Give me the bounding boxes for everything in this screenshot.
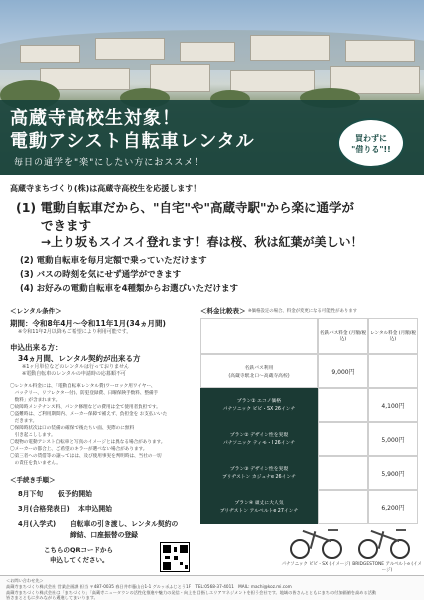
row-1-bus: [318, 388, 368, 422]
footer-company-desc-2: 皆さまとともに歩みながら邁進してまいります。: [6, 595, 98, 600]
footer-line-1: ＜お問い合わせ先＞: [6, 578, 44, 583]
price-table: [200, 315, 418, 525]
condition-line: 〇現物の電動アシスト自転車と写真のイメージとは異なる場合があります。: [10, 440, 166, 445]
subtitle: 毎日の通学を"楽"にしたい方におススメ！: [14, 158, 205, 168]
point-1-line-2: できます: [41, 218, 92, 233]
bike-caption-left: パナソニック ビビ・SX (イメージ): [281, 562, 351, 567]
table-row: [200, 422, 418, 456]
step-2-what: 本申込開始: [78, 505, 112, 513]
table-row: [200, 490, 418, 524]
row-0-label-1: 名鉄バス利用: [244, 366, 274, 371]
point-1-line-1: (1) 電動自転車だから、"自宅"や"高蔵寺駅"から楽に通学が: [16, 200, 355, 215]
condition-line: 〇保障時状次は口の装備の確保で後たちい面、実際のに無料: [10, 426, 135, 431]
bike-caption-right: BRIDGESTONE アルベルトe (イメージ): [352, 562, 422, 573]
row-0-label-2: (高蔵寺駅北口～高蔵寺高校): [228, 374, 290, 379]
col-header-bus: 名鉄バス料金 (月額/税込): [318, 318, 368, 354]
rental-period: 期間：令和8年4月～令和11年1月(34ヵ月間): [10, 319, 166, 328]
row-4-label-1: プラン④ 頑丈に大人気: [234, 501, 284, 506]
row-2-label-2: パナソニック ティモ・I 26インチ: [222, 441, 296, 446]
step-3-cont: 締結、口座振替の登録: [70, 531, 138, 539]
col-header-rental: レンタル料金 (月額/税込): [368, 318, 418, 354]
row-1-rent: 4,100円: [368, 388, 418, 422]
row-3-label-2: ブリヂストン カジュナe 26インチ: [222, 475, 296, 480]
step-3-what: 自転車の引き渡し、レンタル契約の: [70, 520, 179, 528]
condition-line: 〇レンタル料金には、「電動自転車レンタル費(ワーロック用ワイヤー、: [10, 384, 156, 389]
step-3-when: 4月(入学式): [18, 520, 57, 528]
point-3: (3) バスの時刻を気にせず通学ができます: [20, 270, 182, 280]
badge-line-1: 買わずに: [355, 134, 387, 143]
point-2: (2) 電動自転車を毎月定額で乗っていただけます: [20, 256, 207, 266]
row-3-rent: 5,900円: [368, 456, 418, 490]
condition-line: バッテリー、リフレクター付)、防犯登録費、日曜保険手数料、整備手: [10, 391, 159, 396]
footer-contact: 高蔵寺まちづくり株式会社 営業企画課 担当 〒487-0035 春日井市藤山台1-1 グルッポふじとう1F TEL:0568-37-4011 MAIL: machi@koz.mi.com: [6, 584, 292, 589]
procedure-heading: ＜手続き手順＞: [10, 476, 56, 484]
price-table-note: ※価格設定の場合、料金が変更になる可能性があります: [248, 309, 358, 314]
footer: [0, 575, 424, 600]
qr-label-2: 申込してください。: [50, 556, 109, 564]
footer-company-desc: 高蔵寺まちづくり株式会社は「まちづくり」「高蔵寺ニュータウンの活性化推進や魅力の発信・向上を目指しエリアマネジメントを担う会社です。地域の皆さんとともにまちの付加価値を高める活動: [6, 590, 377, 595]
bike-image-right: [358, 527, 412, 559]
condition-line: 〇故障時メンテナンス料、パンク修理などの費用は全て使用者負担です。: [10, 405, 161, 410]
title-line-1: 高蔵寺高校生対象！: [10, 108, 181, 129]
row-3-label-1: プラン③ デザイン性を実現: [229, 467, 289, 472]
apply-note-1: ※1ヶ月単位などのレンタルは行っておりません: [22, 364, 130, 370]
step-1-what: 仮予約開始: [58, 490, 92, 498]
table-row: [200, 354, 418, 388]
condition-line: 数料」が含まれます。: [10, 398, 61, 403]
row-1-label-2: パナソニック ビビ・SX 26インチ: [222, 407, 296, 412]
rental-period-note: ※令和11年2月以降もご希望により利用可能です。: [18, 329, 132, 335]
row-4-label-2: ブリヂストン アルベルトe 27インチ: [219, 509, 299, 514]
condition-line: 引き起こしします。: [10, 433, 56, 438]
condition-line: 〇第三者への賃借等の譲ってはは、及び使用事実を判明時は、当社の一切: [10, 454, 162, 459]
point-1-line-3: →上り坂もスイスイ登れます！春は桜、秋は紅葉が美しい！: [41, 235, 363, 249]
condition-line: 〇メーカーの都合上、ご希望のキラーが選べない場合があります。: [10, 447, 148, 452]
table-row: [200, 456, 418, 490]
badge-line-2: "借りる"!!: [351, 145, 391, 154]
row-2-rent: 5,000円: [368, 422, 418, 456]
condition-line: の責任を負いません。: [10, 461, 61, 466]
price-table-heading: ＜料金比較表＞: [200, 307, 246, 315]
condition-line: だきます。: [10, 419, 38, 424]
table-row: [200, 388, 418, 422]
row-4-rent: 6,200円: [368, 490, 418, 524]
row-0-rent: [368, 354, 418, 388]
title-line-2: 電動アシスト自転車レンタル: [10, 131, 255, 152]
row-4-bus: [318, 490, 368, 524]
apply-heading: 申込出来る方：: [10, 343, 63, 352]
row-1-label-1: プラン① エコノ価格: [236, 399, 282, 404]
badge: [337, 118, 405, 168]
rental-heading: ＜レンタル条件＞: [10, 307, 62, 315]
step-1-when: 8月下旬: [18, 490, 44, 498]
apply-line-1: 34ヵ月間、レンタル契約が出来る方: [18, 354, 141, 363]
row-0-bus: 9,000円: [318, 354, 368, 388]
bike-image-left: [290, 527, 344, 559]
point-4: (4) お好みの電動自転車を4種類からお選びいただけます: [20, 284, 239, 294]
intro-text: 高蔵寺まちづくり(株)は高蔵寺高校生を応援します！: [10, 184, 202, 193]
step-2-when: 3月(合格発表日): [18, 505, 70, 513]
row-3-bus: [318, 456, 368, 490]
table-header-row: [200, 318, 418, 354]
row-2-label-1: プラン② デザイン性を実現: [229, 433, 289, 438]
qr-label-1: こちらのQRコードから: [44, 546, 114, 554]
row-2-bus: [318, 422, 368, 456]
condition-line: 〇盗難時は、ご利用期間内、メーカー保障で補えず、負担金を お支払いいた: [10, 412, 168, 417]
apply-note-2: ※電動自転車のレンタルの申請時の応募順不可: [22, 371, 126, 377]
qr-code[interactable]: [160, 542, 190, 572]
